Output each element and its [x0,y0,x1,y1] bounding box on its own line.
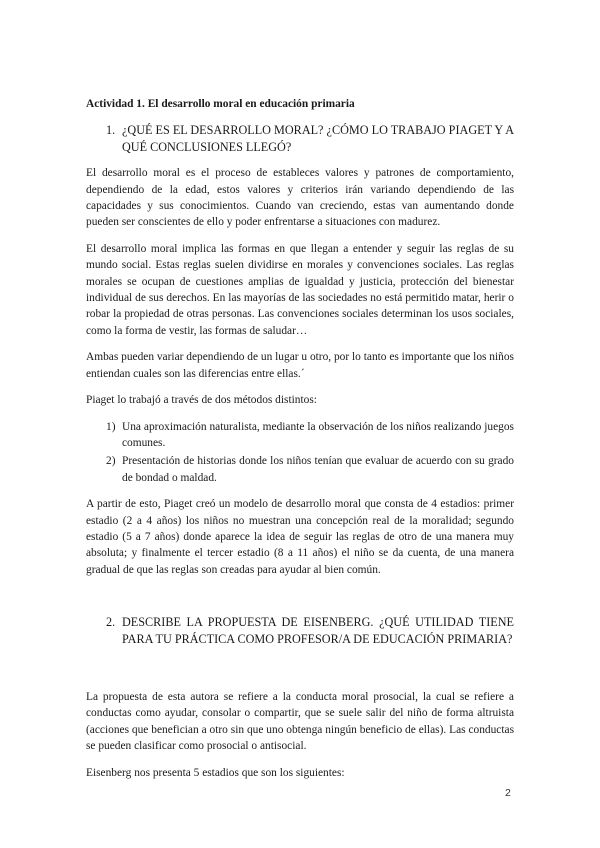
methods-list [86,419,514,487]
section-1-number: 1. [106,123,116,138]
page-content [86,96,514,791]
section-2-heading-text: DESCRIBE LA PROPUESTA DE EISENBERG. ¿QUÉ UTILIDAD TIENE PARA TU PRÁCTICA COMO PROFESOR/A DE EDUCACIÓN PRIMARIA? [122,615,514,646]
section-1-heading-text: ¿QUÉ ES EL DESARROLLO MORAL? ¿CÓMO LO TRABAJO PIAGET Y A QUÉ CONCLUSIONES LLEGÓ? [122,123,514,154]
list-item-text: Presentación de historias donde los niños tenían que evaluar de acuerdo con su grado de bondad o maldad. [122,455,514,484]
list-item [86,419,514,452]
section-2-number: 2. [106,615,116,630]
section-spacer [86,657,514,689]
activity-title: Actividad 1. El desarrollo moral en educación primaria [86,98,355,110]
list-item-number: 1) [106,420,116,433]
page-number: 2 [505,787,511,799]
paragraph-eisenberg-proposal: La propuesta de esta autora se refiere a la conducta moral prosocial, la cual se refiere a conductas como ayudar, consolar o compartir, que se suele salir del niño de forma altruista (acciones que benefician a otro sin que uno obtenga ningún beneficio de ellas). Las conductas se pueden clasificar como prosocial o antisocial. [86,690,514,753]
paragraph-methods-intro: Piaget lo trabajó a través de dos métodos distintos: [86,394,317,407]
section-spacer [86,588,514,614]
section-2-heading [86,614,514,647]
paragraph-definition: El desarrollo moral es el proceso de estableces valores y patrones de comportamiento, dependiendo de la edad, estos valores y criterios irán variando dependiendo de las capacidades y sus conocimientos. Cuando van creciendo, estas van aumentando donde pueden ser conscientes de ello y poder enfrentarse a situaciones con madurez. [86,167,514,229]
list-item-text: Una aproximación naturalista, mediante la observación de los niños realizando juegos comunes. [122,420,514,449]
paragraph-rules: El desarrollo moral implica las formas en que llegan a entender y seguir las reglas de su mundo social. Estas reglas suelen dividirse en morales y convenciones sociales. Las reglas morales se ocupan de cuestiones amplias de igualdad y justicia, protección del bienestar individual de sus derechos. En las mayorías de las sociedades no está permitido matar, herir o robar la propiedad de otras personas. Las convenciones sociales determinan los usos sociales, como la forma de vestir, las formas de saludar… [86,242,514,337]
paragraph-piaget-stages: A partir de esto, Piaget creó un modelo de desarrollo moral que consta de 4 estadios: primer estadio (2 a 4 años) los niños no muestran una concepción real de la moralidad; segundo estadio (5 a 7 años) donde aparece la idea de seguir las reglas de otro de una manera muy absoluta; y finalmente el tercer estadio (8 a 11 años) el niño se da cuenta, de una manera gradual de que las reglas son creadas para ayudar al bien común. [86,498,514,576]
paragraph-differences: Ambas pueden variar dependiendo de un lugar u otro, por lo tanto es importante que los niños entiendan cuales son las diferencias entre ellas.´ [86,351,514,380]
list-item-number: 2) [106,455,116,468]
paragraph-eisenberg-stages-intro: Eisenberg nos presenta 5 estadios que son los siguientes: [86,766,345,779]
list-item [86,453,514,486]
section-1-heading [86,122,514,155]
